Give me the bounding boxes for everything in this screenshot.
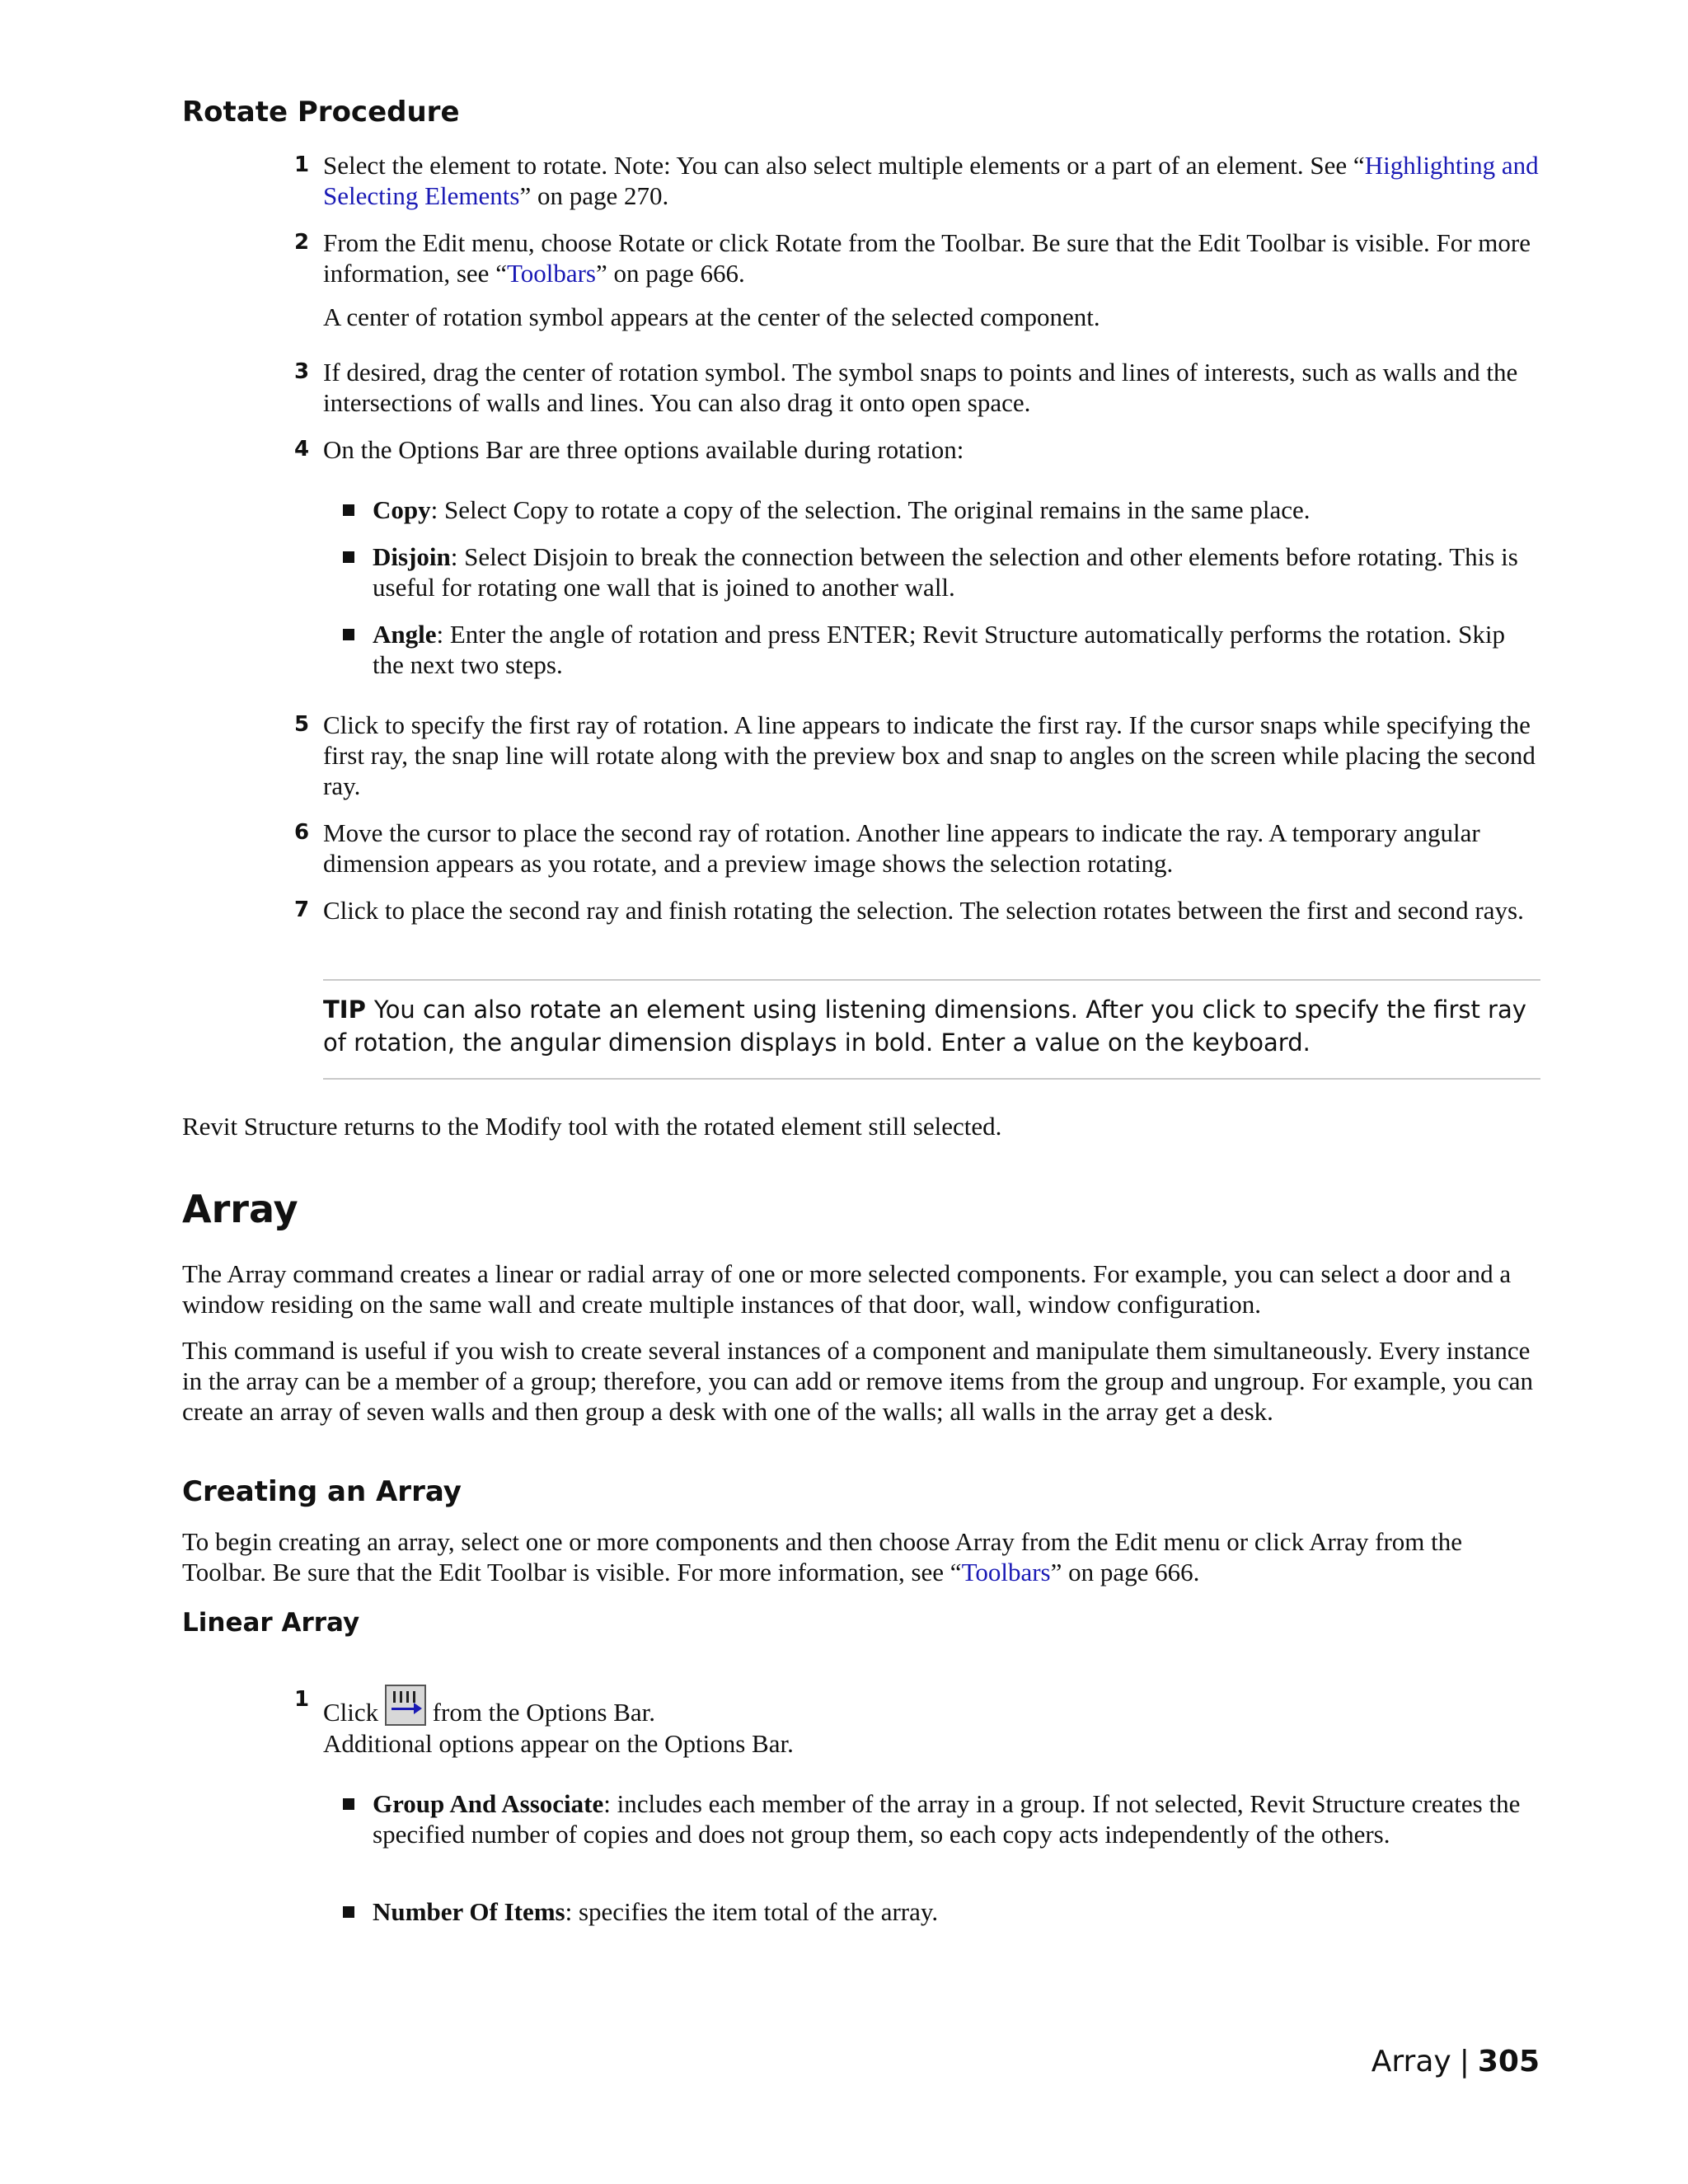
step-text: Move the cursor to place the second ray of rotation. Another line appears to indicate the ray. A temporary angular dimension appears as you rotate, and a preview image shows the selection rotating. bbox=[323, 818, 1480, 878]
rotate-step-2-note: A center of rotation symbol appears at the center of the selected component. bbox=[323, 302, 1100, 331]
step-number: 4 bbox=[294, 437, 310, 462]
heading-array: Array bbox=[182, 1187, 298, 1231]
bullet-square-icon bbox=[343, 504, 354, 516]
option-term: Number Of Items bbox=[373, 1897, 565, 1926]
tip-top-divider bbox=[323, 979, 1540, 981]
rotate-after-text: Revit Structure returns to the Modify tool with the rotated element still selected. bbox=[182, 1112, 1002, 1141]
step-text: If desired, drag the center of rotation symbol. The symbol snaps to points and lines of interests, such as walls and the intersections of walls and lines. You can also drag it onto open space. bbox=[323, 358, 1518, 417]
step-number: 2 bbox=[294, 230, 310, 255]
array-paragraph-2: This command is useful if you wish to create several instances of a component and manipulate them simultaneously. Every instance in the array can be a member of a group; therefore, you can add or remove items from the group and ungroup. For example, you can create an array of seven walls and then group a desk with one of the walls; all walls in the array get a desk. bbox=[182, 1336, 1533, 1426]
step-number: 1 bbox=[294, 1687, 310, 1712]
option-term: Copy bbox=[373, 495, 431, 524]
option-desc: : Enter the angle of rotation and press ENTER; Revit Structure automatically performs the rotation. Skip the next two steps. bbox=[373, 620, 1506, 679]
bullet-square-icon bbox=[343, 629, 354, 640]
bullet-square-icon bbox=[343, 1906, 354, 1918]
link-toolbars[interactable]: Toolbars bbox=[961, 1558, 1051, 1586]
linear-array-icon bbox=[385, 1685, 426, 1726]
link-highlighting-selecting[interactable]: Highlighting and Selecting Elements bbox=[323, 151, 1539, 210]
option-desc: : Select Disjoin to break the connection between the selection and other elements before rotating. This is useful for rotating one wall that is joined to another wall. bbox=[373, 542, 1518, 602]
array-paragraph-1: The Array command creates a linear or radial array of one or more selected components. For example, you can select a door and a window residing on the same wall and create multiple instances of that door, wall, window configuration. bbox=[182, 1259, 1512, 1319]
rotate-step-7 bbox=[294, 895, 1540, 926]
creating-text: To begin creating an array, select one or more components and then choose Array from the Edit menu or click Array from the Toolbar. Be sure that the Edit Toolbar is visible. For more information, see “ bbox=[182, 1527, 1463, 1586]
linear-step-1 bbox=[294, 1685, 1540, 1727]
footer-section: Array bbox=[1371, 2045, 1451, 2079]
rotate-step-6 bbox=[294, 818, 1540, 879]
step-number: 3 bbox=[294, 359, 310, 384]
heading-creating-array: Creating an Array bbox=[182, 1475, 462, 1508]
step-number: 7 bbox=[294, 898, 310, 922]
rotate-step-3 bbox=[294, 357, 1540, 418]
step-text: From the Edit menu, choose Rotate or click Rotate from the Toolbar. Be sure that the Edit Toolbar is visible. For more information, see “ bbox=[323, 228, 1531, 288]
rotate-step-5 bbox=[294, 710, 1540, 801]
tip-box bbox=[323, 993, 1540, 1059]
rotate-step-4 bbox=[294, 434, 1540, 465]
footer-separator: | bbox=[1459, 2045, 1470, 2079]
option-term: Disjoin bbox=[373, 542, 451, 571]
step-text: Click to specify the first ray of rotation. A line appears to indicate the first ray. If the cursor snaps while specifying the first ray, the snap line will rotate along with the preview box and snap to angles on the screen while placing the second ray. bbox=[323, 710, 1536, 800]
rotate-step-2 bbox=[294, 227, 1540, 288]
linear-step-1-note: Additional options appear on the Options Bar. bbox=[323, 1729, 794, 1758]
page-footer bbox=[1372, 2045, 1540, 2079]
page-number: 305 bbox=[1477, 2045, 1540, 2079]
step-text: Click bbox=[323, 1698, 379, 1727]
tip-bottom-divider bbox=[323, 1078, 1540, 1080]
step-number: 6 bbox=[294, 820, 310, 845]
bullet-square-icon bbox=[343, 551, 354, 563]
option-term: Angle bbox=[373, 620, 437, 649]
heading-linear-array: Linear Array bbox=[182, 1608, 360, 1638]
tip-text: You can also rotate an element using listening dimensions. After you click to specify the first ray of rotation, the angular dimension displays in bold. Enter a value on the keyboard. bbox=[323, 996, 1526, 1057]
step-text-end: ” on page 270. bbox=[519, 181, 669, 210]
step-text-end: ” on page 666. bbox=[595, 259, 745, 288]
heading-rotate-procedure: Rotate Procedure bbox=[182, 96, 460, 129]
option-desc: : Select Copy to rotate a copy of the selection. The original remains in the same place. bbox=[430, 495, 1311, 524]
rotate-step-1 bbox=[294, 150, 1540, 211]
option-term: Group And Associate bbox=[373, 1789, 604, 1818]
step-text: Click to place the second ray and finish rotating the selection. The selection rotates between the first and second rays. bbox=[323, 896, 1524, 925]
step-text: Select the element to rotate. Note: You can also select multiple elements or a part of an element. See “ bbox=[323, 151, 1365, 180]
link-toolbars[interactable]: Toolbars bbox=[506, 259, 596, 288]
step-text-end: from the Options Bar. bbox=[432, 1698, 656, 1727]
bullet-square-icon bbox=[343, 1798, 354, 1810]
tip-label: TIP bbox=[323, 996, 366, 1024]
step-number: 5 bbox=[294, 712, 310, 737]
option-desc: : specifies the item total of the array. bbox=[565, 1897, 939, 1926]
step-text: On the Options Bar are three options available during rotation: bbox=[323, 435, 964, 464]
creating-array-paragraph bbox=[182, 1526, 1540, 1587]
step-number: 1 bbox=[294, 152, 310, 177]
option-desc: : includes each member of the array in a group. If not selected, Revit Structure creates the specified number of copies and does not group them, so each copy acts independently of the others. bbox=[373, 1789, 1521, 1849]
creating-text-end: ” on page 666. bbox=[1050, 1558, 1200, 1586]
